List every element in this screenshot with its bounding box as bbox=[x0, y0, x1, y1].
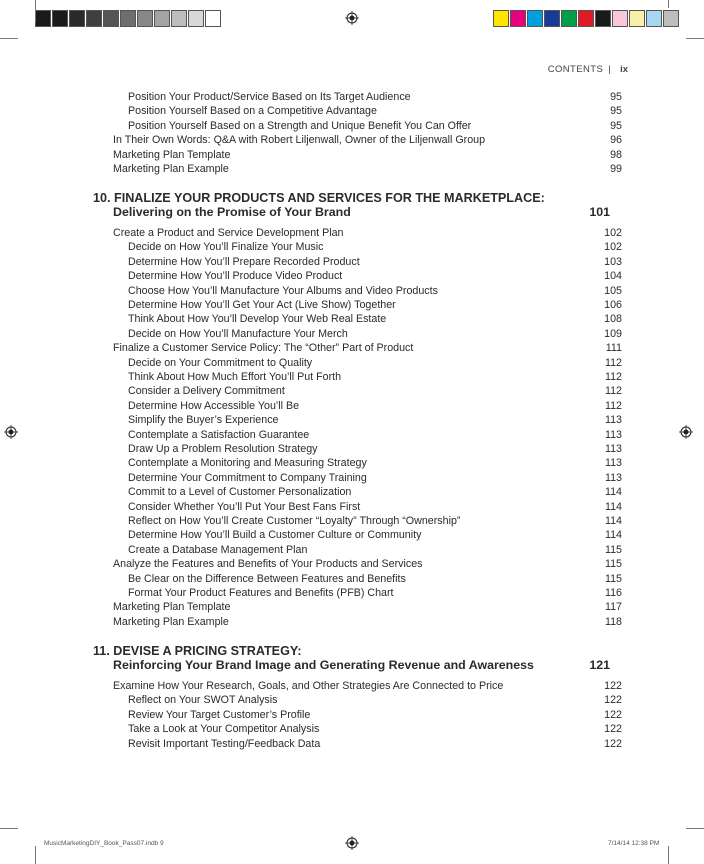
registration-mark-icon bbox=[679, 425, 693, 439]
toc-entry-page: 115 bbox=[604, 543, 622, 556]
toc-entry-title: Determine Your Commitment to Company Training bbox=[128, 471, 367, 484]
toc-entry-page: 116 bbox=[604, 587, 622, 599]
chapter-title[interactable]: 10. FINALIZE YOUR PRODUCTS AND SERVICES FOR THE MARKETPLACE: bbox=[93, 191, 545, 205]
slug-filename: MusicMarketingDIY_Book_Pass07.indb 9 bbox=[44, 840, 164, 847]
toc-entry-page: 99 bbox=[610, 163, 622, 175]
crop-mark bbox=[0, 38, 18, 39]
toc-entry-page: 113 bbox=[604, 471, 622, 484]
slug-date: 7/14/14 12:38 PM bbox=[608, 840, 660, 847]
crop-mark bbox=[668, 846, 669, 864]
toc-entry-title: Reflect on Your SWOT Analysis bbox=[128, 694, 278, 707]
chapter-page: 121 bbox=[589, 658, 610, 672]
toc-entry-page: 111 bbox=[605, 342, 622, 355]
toc-entry-page: 112 bbox=[604, 385, 622, 398]
toc-entry-page: 114 bbox=[604, 515, 622, 527]
toc-entry-page: 95 bbox=[610, 105, 622, 118]
toc-entry-page: 105 bbox=[604, 284, 622, 297]
toc-entry-title: Position Yourself Based on a Strength and Unique Benefit You Can Offer bbox=[128, 119, 472, 132]
toc-entry-title: Determine How You’ll Produce Video Product bbox=[128, 270, 343, 283]
toc-entry-title: Determine How You’ll Prepare Recorded Product bbox=[128, 255, 360, 268]
chapter-page: 101 bbox=[589, 205, 610, 219]
gray-swatch bbox=[154, 10, 170, 27]
crop-mark bbox=[35, 0, 36, 22]
toc-entry-page: 95 bbox=[610, 91, 622, 103]
toc-entry-title: Position Your Product/Service Based on Its Target Audience bbox=[128, 91, 411, 103]
toc-entry-title: Marketing Plan Example bbox=[113, 615, 229, 628]
toc-entry-page: 114 bbox=[604, 500, 622, 513]
crop-mark bbox=[35, 846, 36, 864]
crop-mark bbox=[0, 828, 18, 829]
color-swatch bbox=[493, 10, 509, 27]
gray-swatch bbox=[69, 10, 85, 27]
toc-entry-page: 112 bbox=[604, 371, 622, 383]
toc-entry-page: 122 bbox=[604, 694, 622, 707]
toc-entry-page: 103 bbox=[604, 255, 622, 268]
toc-entry-title: Choose How You’ll Manufacture Your Albums and Video Products bbox=[128, 284, 438, 297]
gray-swatch bbox=[137, 10, 153, 27]
toc-entry-title: Simplify the Buyer’s Experience bbox=[128, 414, 279, 427]
toc-entry-page: 108 bbox=[604, 313, 622, 326]
toc-entry-title: Analyze the Features and Benefits of Your Products and Services bbox=[113, 558, 423, 571]
color-swatch bbox=[578, 10, 594, 27]
toc-entry-page: 104 bbox=[604, 270, 622, 283]
grayscale-color-bar bbox=[35, 10, 222, 27]
toc-entry-title: Determine How Accessible You’ll Be bbox=[128, 399, 300, 412]
gray-swatch bbox=[52, 10, 68, 27]
toc-entry-page: 122 bbox=[604, 680, 622, 692]
registration-mark-icon bbox=[345, 11, 359, 25]
toc-entry-title: Create a Product and Service Development Plan bbox=[113, 227, 344, 239]
toc-entry-title: Finalize a Customer Service Policy: The “Other” Part of Product bbox=[113, 342, 414, 355]
running-header bbox=[548, 64, 628, 75]
toc-entry-title: Determine How You’ll Build a Customer Culture or Community bbox=[128, 529, 422, 542]
toc-entry-page: 95 bbox=[610, 119, 622, 132]
toc-entry-title: Marketing Plan Template bbox=[113, 148, 231, 161]
toc-entry-page: 106 bbox=[604, 299, 622, 311]
color-swatch bbox=[646, 10, 662, 27]
toc-entry-page: 98 bbox=[610, 148, 622, 161]
toc-entry-title: Draw Up a Problem Resolution Strategy bbox=[128, 443, 318, 455]
color-swatch bbox=[561, 10, 577, 27]
registration-mark-icon bbox=[4, 425, 18, 439]
toc-entry-page: 115 bbox=[604, 558, 622, 571]
crop-mark bbox=[686, 828, 704, 829]
toc-entry-page: 114 bbox=[604, 529, 622, 542]
toc-entry-title: Think About How Much Effort You’ll Put Forth bbox=[128, 371, 342, 383]
header-label: CONTENTS bbox=[547, 64, 604, 75]
toc-entry-title: Decide on How You’ll Finalize Your Music bbox=[128, 241, 324, 254]
gray-swatch bbox=[35, 10, 51, 27]
toc-entry-page: 113 bbox=[604, 414, 622, 427]
toc-entry-title: Contemplate a Satisfaction Guarantee bbox=[128, 428, 310, 441]
chapter-subtitle: Reinforcing Your Brand Image and Generating Revenue and Awareness bbox=[113, 658, 534, 672]
color-swatch bbox=[612, 10, 628, 27]
toc-entry-page: 113 bbox=[604, 428, 622, 441]
toc-entry-title: Revisit Important Testing/Feedback Data bbox=[128, 737, 321, 750]
toc-entry-page: 122 bbox=[604, 737, 622, 750]
toc-entry-page: 102 bbox=[604, 227, 622, 239]
gray-swatch bbox=[188, 10, 204, 27]
toc-entry-page: 96 bbox=[610, 134, 622, 147]
toc-entry-title: Reflect on How You’ll Create Customer “Loyalty” Through “Ownership” bbox=[128, 515, 461, 527]
toc-entry-page: 122 bbox=[604, 723, 622, 736]
gray-swatch bbox=[103, 10, 119, 27]
color-swatch bbox=[510, 10, 526, 27]
toc-entry-title: Determine How You’ll Get Your Act (Live Show) Together bbox=[128, 299, 396, 311]
toc-entry-title: Be Clear on the Difference Between Features and Benefits bbox=[128, 572, 406, 585]
registration-mark-icon bbox=[345, 836, 359, 850]
toc-entry-page: 113 bbox=[604, 457, 622, 470]
gray-swatch bbox=[205, 10, 221, 27]
color-swatch bbox=[595, 10, 611, 27]
toc-entry-page: 117 bbox=[604, 601, 622, 614]
toc-entry-page: 102 bbox=[604, 241, 622, 254]
toc-entry-title: Review Your Target Customer’s Profile bbox=[128, 708, 311, 721]
toc-entry-title: Commit to a Level of Customer Personalization bbox=[128, 486, 352, 499]
chapter-subtitle: Delivering on the Promise of Your Brand bbox=[113, 205, 351, 219]
chapter-title[interactable]: 11. DEVISE A PRICING STRATEGY: bbox=[93, 644, 302, 658]
toc-entry-page: 112 bbox=[604, 356, 622, 369]
toc-entry-title: Marketing Plan Example bbox=[113, 163, 229, 175]
gray-swatch bbox=[171, 10, 187, 27]
toc-entry-title: Take a Look at Your Competitor Analysis bbox=[128, 723, 320, 736]
toc-entry-title: Contemplate a Monitoring and Measuring Strategy bbox=[128, 457, 367, 470]
toc-entry-title: Create a Database Management Plan bbox=[128, 543, 308, 556]
toc-entry-page: 115 bbox=[604, 572, 622, 585]
color-swatch bbox=[544, 10, 560, 27]
color-swatch bbox=[663, 10, 679, 27]
page-number: ix bbox=[620, 64, 628, 75]
crop-mark bbox=[686, 38, 704, 39]
toc-entry-title: Think About How You’ll Develop Your Web Real Estate bbox=[128, 313, 387, 326]
toc-entry-title: In Their Own Words: Q&A with Robert Liljenwall, Owner of the Liljenwall Group bbox=[113, 134, 486, 147]
toc-entry-title: Decide on Your Commitment to Quality bbox=[128, 356, 313, 369]
toc-entry-title: Decide on How You’ll Manufacture Your Merch bbox=[128, 327, 348, 340]
toc-entry-title: Examine How Your Research, Goals, and Other Strategies Are Connected to Price bbox=[113, 680, 504, 692]
toc-entry-page: 112 bbox=[604, 399, 622, 412]
toc-entry-title: Format Your Product Features and Benefits (PFB) Chart bbox=[128, 587, 394, 599]
color-swatch bbox=[527, 10, 543, 27]
process-color-bar bbox=[493, 10, 680, 27]
toc-entry-title: Position Yourself Based on a Competitive Advantage bbox=[128, 105, 377, 118]
header-separator: | bbox=[608, 64, 612, 75]
gray-swatch bbox=[120, 10, 136, 27]
crop-mark bbox=[668, 0, 669, 8]
toc-entry-page: 114 bbox=[604, 486, 622, 499]
toc-entry-page: 122 bbox=[604, 708, 622, 721]
gray-swatch bbox=[86, 10, 102, 27]
toc-entry-title: Marketing Plan Template bbox=[113, 601, 231, 614]
color-swatch bbox=[629, 10, 645, 27]
toc-entry-page: 109 bbox=[604, 327, 622, 340]
toc-entry-title: Consider a Delivery Commitment bbox=[128, 385, 285, 398]
toc-entry-title: Consider Whether You’ll Put Your Best Fans First bbox=[128, 500, 361, 513]
toc-entry-page: 118 bbox=[604, 615, 622, 628]
toc-entry-page: 113 bbox=[604, 443, 622, 455]
